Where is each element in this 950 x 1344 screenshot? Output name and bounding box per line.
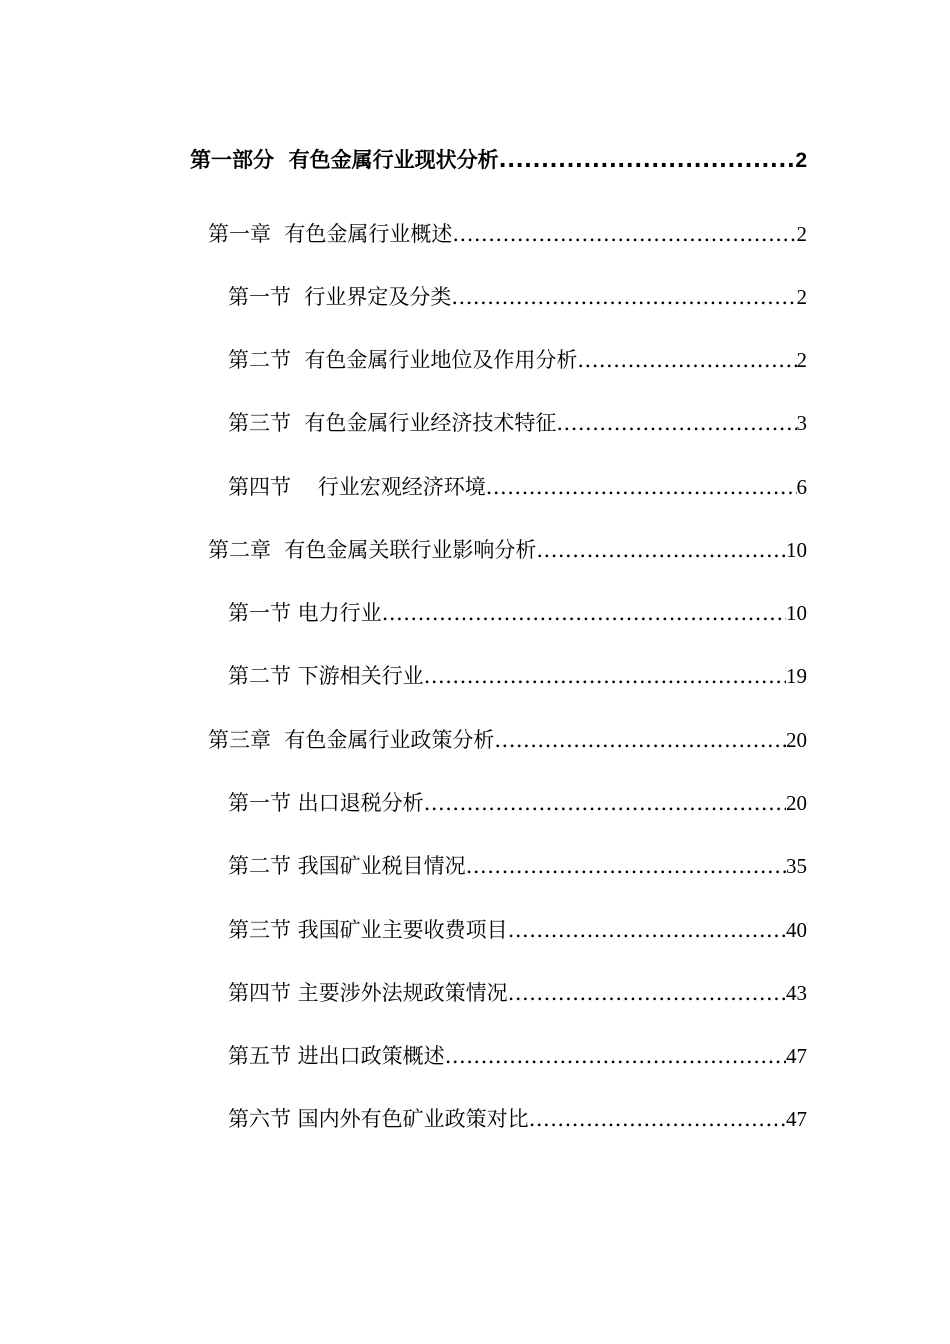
toc-entry-label: 第四节 主要涉外法规政策情况 <box>228 981 508 1005</box>
toc-entry-section[interactable] <box>228 472 807 502</box>
toc-entry-label: 第一节 出口退税分析 <box>228 791 424 815</box>
toc-entry-label: 第三节 我国矿业主要收费项目 <box>228 918 508 942</box>
toc-entry-section[interactable] <box>228 345 807 375</box>
toc-entry-page-number: 2 <box>796 348 807 372</box>
toc-entry-label: 第三节 有色金属行业经济技术特征 <box>228 411 557 435</box>
toc-entry-label: 第二节 有色金属行业地位及作用分析 <box>228 348 578 372</box>
toc-entry-label: 第四节 行业宏观经济环境 <box>228 475 486 499</box>
toc-entry-page-number: 40 <box>786 918 807 942</box>
toc-entry-label: 第六节 国内外有色矿业政策对比 <box>228 1107 529 1131</box>
toc-entry-label: 第二章 有色金属关联行业影响分析 <box>208 538 537 562</box>
toc-entry-page-number: 20 <box>786 728 807 752</box>
toc-leader-dots <box>382 598 786 628</box>
toc-entry-page-number: 6 <box>796 475 807 499</box>
toc-entry-page-number: 47 <box>786 1044 807 1068</box>
toc-leader-dots <box>508 978 786 1008</box>
toc-entry-section[interactable] <box>228 915 807 945</box>
toc-entry-page-number: 43 <box>786 981 807 1005</box>
toc-entry-page-number: 3 <box>796 411 807 435</box>
toc-leader-dots <box>499 145 796 175</box>
toc-leader-dots <box>529 1104 786 1134</box>
toc-leader-dots <box>424 788 786 818</box>
toc-entry-page-number: 10 <box>786 538 807 562</box>
toc-entry-page-number: 10 <box>786 601 807 625</box>
toc-entry-section[interactable] <box>228 1104 807 1134</box>
toc-entry-section[interactable] <box>228 661 807 691</box>
toc-leader-dots <box>556 408 796 438</box>
toc-leader-dots <box>424 661 786 691</box>
toc-entry-section[interactable] <box>228 851 807 881</box>
toc-entry-part[interactable] <box>190 145 807 175</box>
toc-entry-label: 第二节 下游相关行业 <box>228 664 424 688</box>
toc-leader-dots <box>536 535 786 565</box>
toc-leader-dots <box>577 345 796 375</box>
toc-entry-page-number: 20 <box>786 791 807 815</box>
toc-entry-section[interactable] <box>228 1041 807 1071</box>
toc-entry-section[interactable] <box>228 788 807 818</box>
toc-leader-dots <box>486 472 797 502</box>
toc-entry-section[interactable] <box>228 978 807 1008</box>
toc-entry-section[interactable] <box>228 408 807 438</box>
toc-entry-chapter[interactable] <box>208 219 807 249</box>
toc-entry-chapter[interactable] <box>208 725 807 755</box>
toc-entry-page-number: 2 <box>795 149 807 172</box>
toc-leader-dots <box>452 219 796 249</box>
toc-entry-label: 第二节 我国矿业税目情况 <box>228 854 466 878</box>
toc-entry-section[interactable] <box>228 282 807 312</box>
toc-entry-label: 第一章 有色金属行业概述 <box>208 222 453 246</box>
toc-entry-page-number: 47 <box>786 1107 807 1131</box>
toc-leader-dots <box>508 915 786 945</box>
toc-entry-label: 第三章 有色金属行业政策分析 <box>208 728 495 752</box>
toc-entry-page-number: 35 <box>786 854 807 878</box>
toc-entry-section[interactable] <box>228 598 807 628</box>
toc-leader-dots <box>445 1041 786 1071</box>
toc-entry-page-number: 2 <box>796 222 807 246</box>
toc-leader-dots <box>466 851 786 881</box>
toc-leader-dots <box>494 725 786 755</box>
toc-entry-chapter[interactable] <box>208 535 807 565</box>
toc-entry-label: 第一节 行业界定及分类 <box>228 285 452 309</box>
toc-entry-label: 第一节 电力行业 <box>228 601 382 625</box>
toc-leader-dots <box>451 282 796 312</box>
toc-entry-page-number: 2 <box>796 285 807 309</box>
toc-entry-label: 第一部分 有色金属行业现状分析 <box>190 148 499 172</box>
toc-entry-label: 第五节 进出口政策概述 <box>228 1044 445 1068</box>
toc-entry-page-number: 19 <box>786 664 807 688</box>
